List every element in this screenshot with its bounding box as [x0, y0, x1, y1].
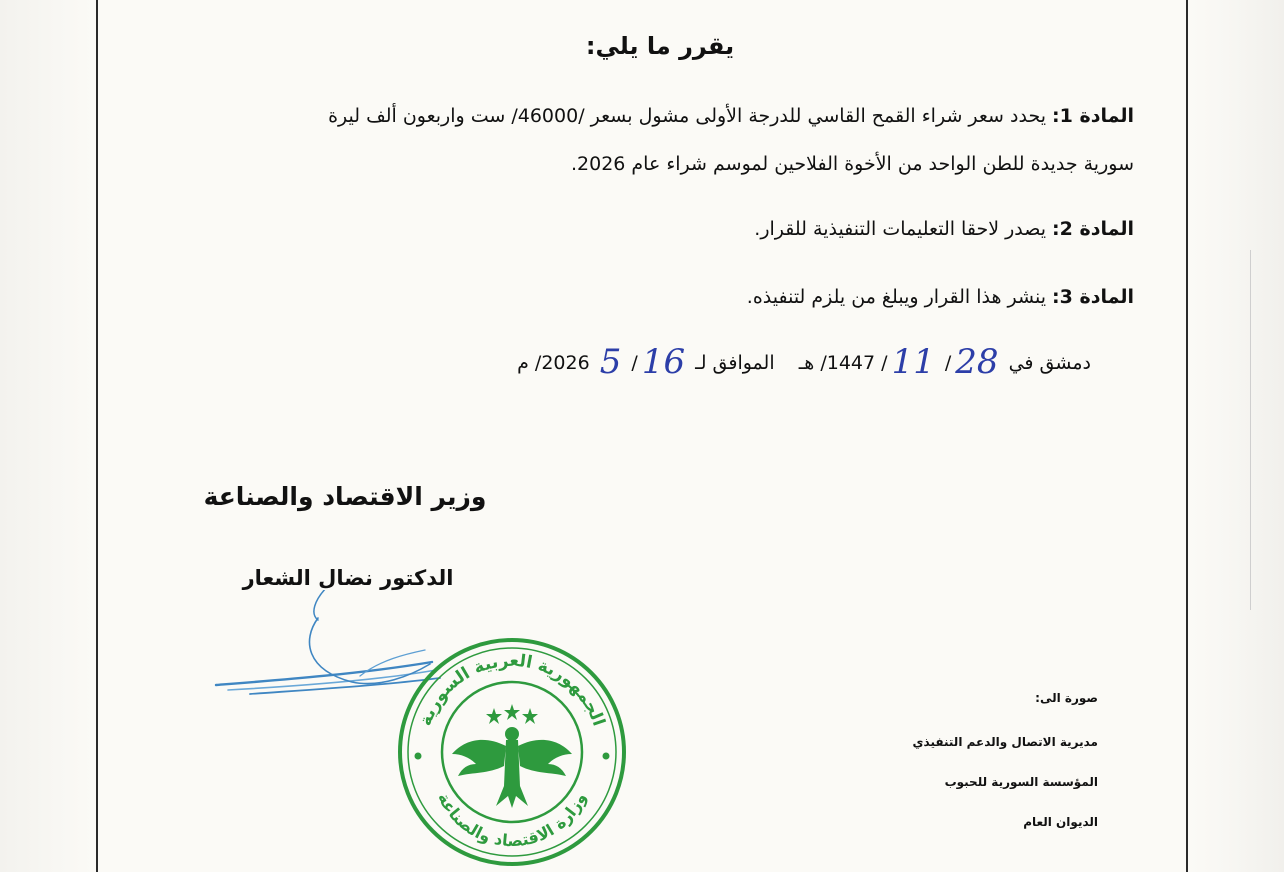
- minister-title: وزير الاقتصاد والصناعة: [203, 482, 487, 511]
- hijri-suffix: هـ: [798, 352, 815, 374]
- article-2-label: المادة 2:: [1052, 218, 1134, 240]
- date-prefix: دمشق في: [1008, 352, 1091, 374]
- article-3: [234, 273, 1134, 321]
- decision-heading: يقرر ما يلي:: [585, 32, 735, 60]
- seal-top-text: الجمهورية العربية السورية: [415, 650, 609, 729]
- hijri-month-handwritten: 11: [891, 342, 935, 382]
- article-2: [234, 205, 1134, 253]
- page-border-right: [1186, 0, 1188, 872]
- eagle-emblem-icon: [452, 727, 572, 808]
- article-1: [234, 92, 1134, 188]
- page-edge-mark: [1250, 250, 1251, 610]
- article-3-label: المادة 3:: [1052, 286, 1134, 308]
- date-connector: الموافق لـ: [695, 352, 775, 374]
- hijri-year: 1447/: [820, 352, 876, 374]
- article-1-text-line-2: سورية جديدة للطن الواحد من الأخوة الفلاحين لموسم شراء عام 2026.: [570, 153, 1134, 175]
- greg-day-handwritten: 16: [641, 342, 686, 382]
- greg-suffix: م: [517, 352, 529, 374]
- seal-bottom-text: وزارة الاقتصاد والصناعة: [434, 789, 590, 851]
- greg-year: 2026/: [534, 352, 590, 374]
- minister-name: الدكتور نضال الشعار: [242, 566, 454, 590]
- copy-recipient-2: المؤسسة السورية للحبوب: [944, 775, 1098, 789]
- page-margin-right: [1188, 0, 1284, 872]
- seal-stars-icon: [486, 704, 538, 724]
- article-2-text: يصدر لاحقا التعليمات التنفيذية للقرار.: [754, 218, 1046, 240]
- article-3-text: ينشر هذا القرار ويبلغ من يلزم لتنفيذه.: [746, 286, 1046, 308]
- page-border-left: [96, 0, 98, 872]
- date-line: دمشق في 28/ 11/ 1447/ هـ الموافق لـ 16/ 5 2026/ م: [517, 342, 1091, 382]
- copies-title: صورة الى:: [1035, 691, 1098, 705]
- article-1-text-line-1: يحدد سعر شراء القمح القاسي للدرجة الأولى مشول بسعر /46000/ ست واربعون ألف ليرة: [328, 105, 1046, 127]
- hijri-day-handwritten: 28: [955, 342, 999, 382]
- article-1-label: المادة 1:: [1052, 105, 1134, 127]
- ministry-seal: [396, 636, 628, 868]
- copy-recipient-3: الديوان العام: [1023, 815, 1098, 829]
- greg-month-handwritten: 5: [599, 342, 622, 382]
- page-margin-left: [0, 0, 95, 872]
- copy-recipient-1: مديرية الاتصال والدعم التنفيذي: [912, 735, 1098, 749]
